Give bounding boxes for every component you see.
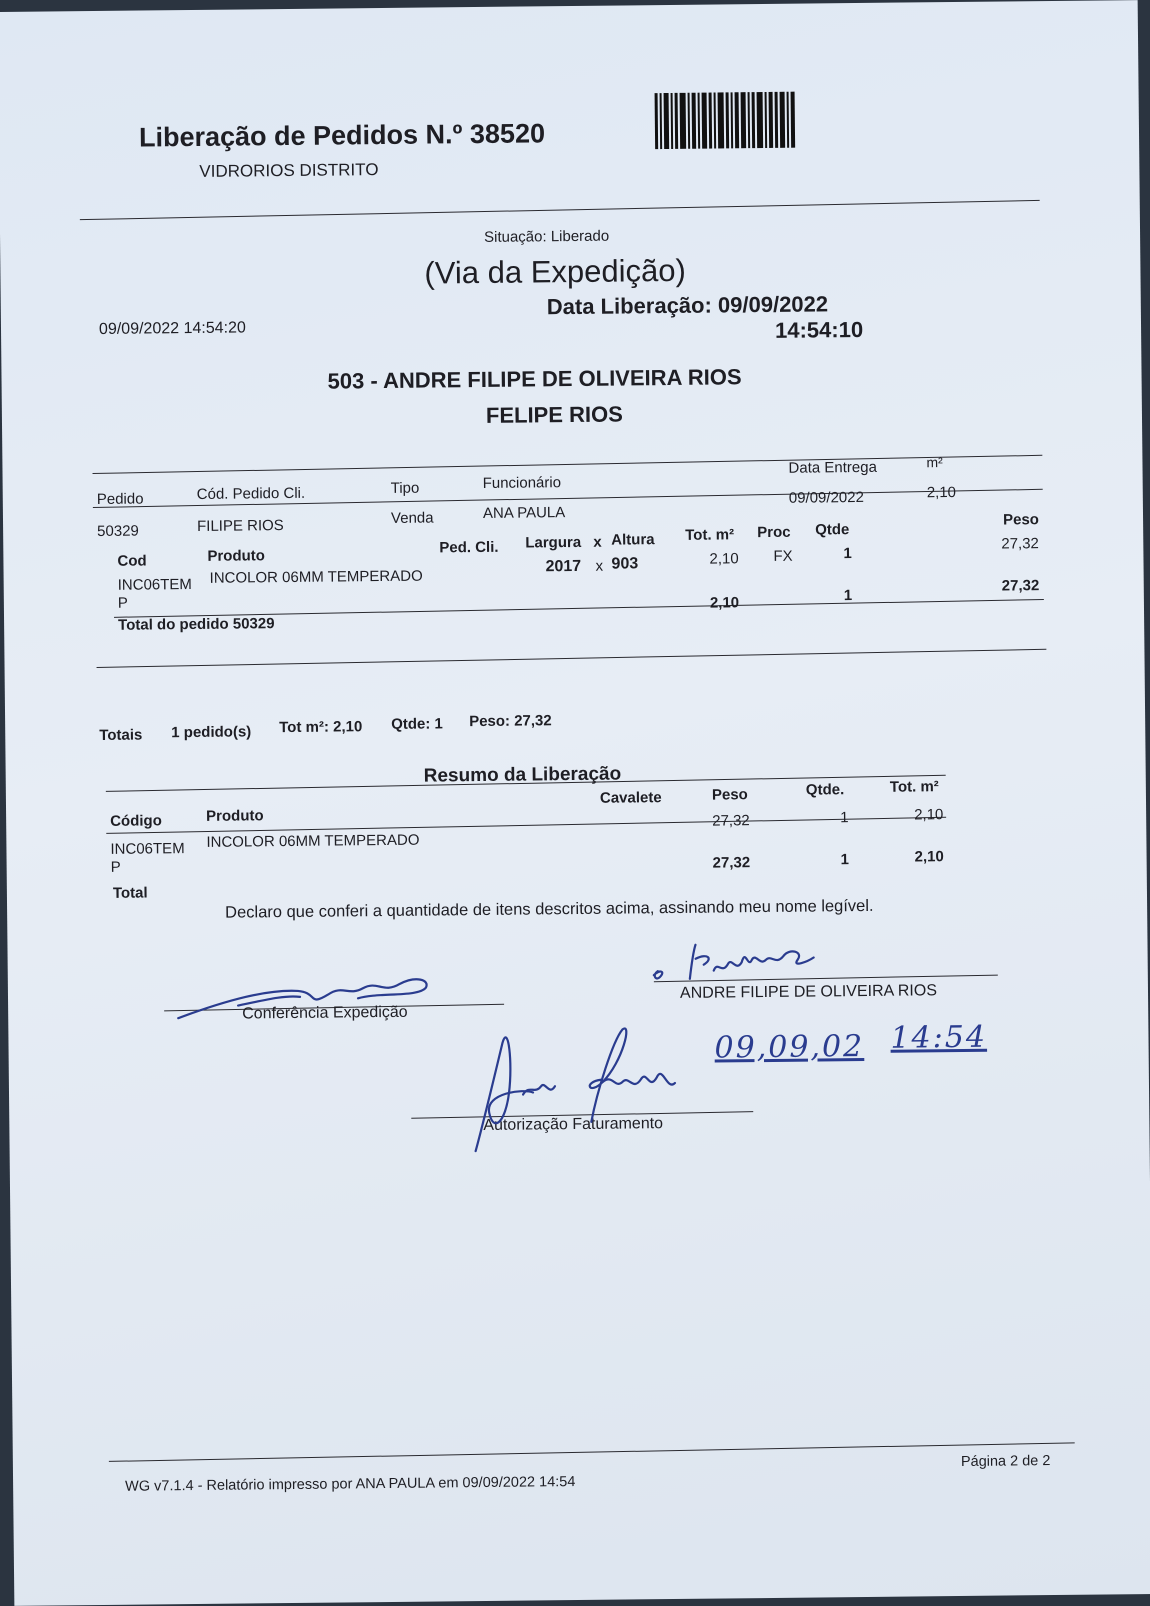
item-proc-value: FX [773,547,793,565]
signature-label-conferencia: Conferência Expedição [242,1003,408,1023]
item-altura-value: 903 [611,555,639,573]
summary-tot-m2-value: 2,10 [914,806,944,824]
order-funcionario-value: ANA PAULA [482,504,566,522]
summary-total-tot-m2: 2,10 [914,848,944,866]
signature-conferencia-icon [168,957,439,1030]
signature-label-cliente: ANDRE FILIPE DE OLIVEIRA RIOS [679,982,938,1002]
item-cod-value: INC06TEM [117,576,192,594]
item-qtde-value: 1 [843,545,852,563]
order-col-tipo: Tipo [390,479,420,497]
signature-autorizacao-icon [462,1021,703,1164]
summary-total-peso: 27,32 [712,854,751,872]
summary-codigo-value: INC06TEM [110,840,185,858]
order-col-pedido: Pedido [96,490,144,509]
status-badge: Situação: Liberado [483,227,610,246]
signature-cliente-icon [647,937,828,989]
handwritten-time: 14:54 [890,1019,988,1056]
totals-label: Totais [99,726,143,744]
page-number: Página 2 de 2 [960,1453,1051,1471]
summary-col-peso: Peso [711,786,748,804]
summary-col-tot-m2: Tot. m² [889,778,939,796]
item-largura-value: 2017 [545,557,582,576]
totals-tot-m2: Tot m²: 2,10 [279,718,363,737]
signature-label-autorizacao: Autorização Faturamento [483,1115,664,1134]
company-name: VIDRORIOS DISTRITO [199,160,379,181]
item-col-largura: Largura [525,533,582,552]
item-col-peso: Peso [1002,511,1040,529]
handwritten-date: 09,09,02 [714,1028,865,1066]
order-col-funcionario: Funcionário [482,474,562,492]
order-total-peso: 27,32 [1001,577,1040,595]
order-m2-value: 2,10 [926,484,957,502]
order-pedido-value: 50329 [97,522,139,540]
summary-peso-value: 27,32 [712,812,750,830]
page-title: Liberação de Pedidos N.º 38520 [138,118,546,153]
footer-report-info: WG v7.1.4 - Relatório impresso por ANA PAULA em 09/09/2022 14:54 [125,1474,576,1495]
order-col-m2: m² [926,454,943,471]
summary-qtde-value: 1 [840,809,849,827]
order-cod-pedido-cli-value: FILIPE RIOS [196,517,284,535]
summary-total-qtde: 1 [840,851,850,869]
order-section-divider [97,649,1047,668]
barcode-icon [655,91,826,149]
footer-divider [109,1442,1075,1462]
summary-col-produto: Produto [206,807,264,825]
header-divider [80,200,1040,220]
totals-peso: Peso: 27,32 [469,712,552,731]
order-total-label: Total do pedido 50329 [118,615,275,634]
totals-pedidos: 1 pedido(s) [171,723,252,742]
order-total-tot-m2: 2,10 [709,594,740,612]
totals-qtde: Qtde: 1 [391,715,443,733]
item-x-value: x [595,557,604,575]
summary-produto-value: INCOLOR 06MM TEMPERADO [206,831,420,851]
customer-name: 503 - ANDRE FILIPE DE OLIVEIRA RIOS [327,364,742,394]
item-col-cod: Cod [117,552,147,570]
item-produto-value: INCOLOR 06MM TEMPERADO [209,567,423,587]
item-col-proc: Proc [757,523,791,542]
item-col-ped-cli: Ped. Cli. [439,538,499,557]
order-col-data-entrega: Data Entrega [788,458,877,477]
release-time: 14:54:10 [774,316,864,343]
item-tot-m2-value: 2,10 [709,550,739,568]
item-col-produto: Produto [207,547,265,565]
summary-col-qtde: Qtde. [805,781,845,799]
item-col-x: x [593,533,602,551]
summary-total-label: Total [112,884,148,902]
customer-nickname: FELIPE RIOS [485,401,623,428]
order-total-qtde: 1 [843,587,853,605]
order-tipo-value: Venda [390,509,434,527]
declaration-text: Declaro que conferi a quantidade de itens descritos acima, assinando meu nome legível. [225,896,874,922]
item-col-altura: Altura [611,531,655,549]
order-col-cod-pedido-cli: Cód. Pedido Cli. [196,484,306,503]
summary-col-cavalete: Cavalete [599,789,662,807]
item-peso-value: 27,32 [1001,535,1039,553]
summary-col-codigo: Código [110,812,162,830]
item-cod-value-cont: P [117,594,128,612]
summary-codigo-value-cont: P [110,858,121,876]
order-data-entrega-value: 09/09/2022 [788,488,864,507]
item-col-qtde: Qtde [815,521,850,539]
order-table-top-line [93,455,1043,474]
summary-title: Resumo da Liberação [423,763,622,787]
copy-type: (Via da Expedição) [424,252,686,291]
release-date: Data Liberação: 09/09/2022 [546,291,829,320]
print-timestamp: 09/09/2022 14:54:20 [98,319,246,338]
item-col-tot-m2: Tot. m² [685,526,735,544]
